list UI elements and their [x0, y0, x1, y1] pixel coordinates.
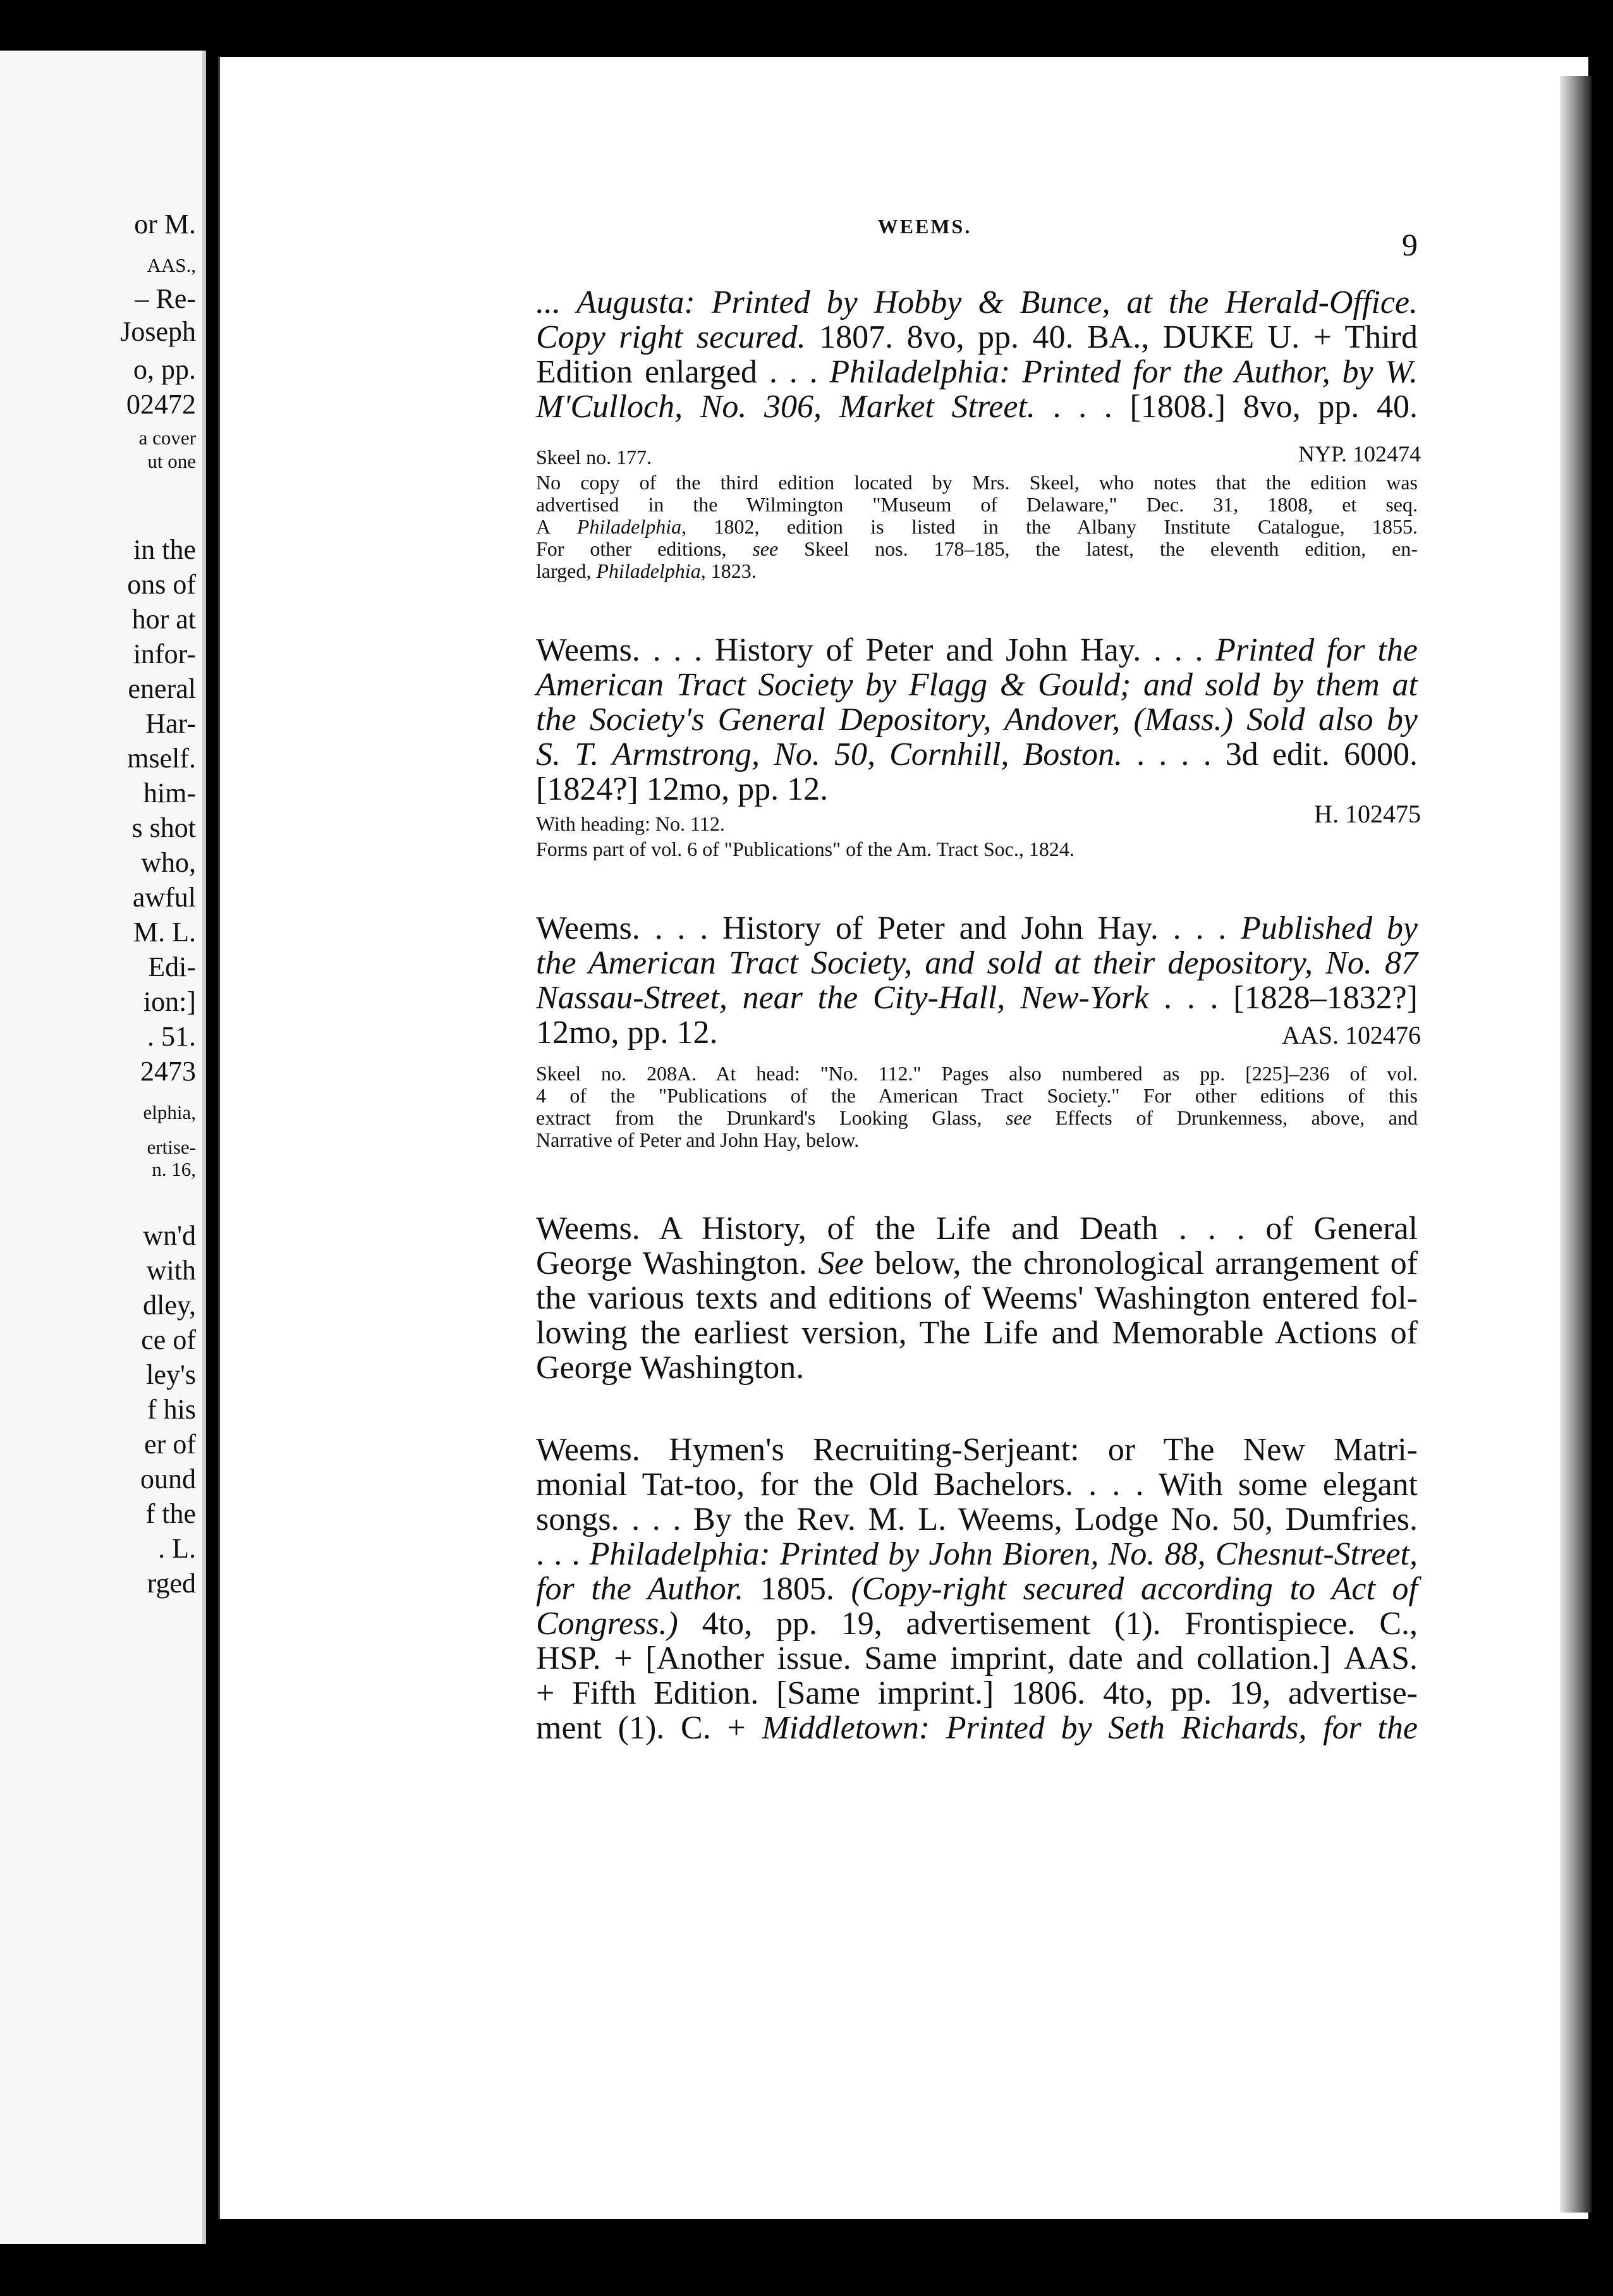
entry3-line2: the American Tract Society, and sold at their depository, No. 87 [536, 945, 1418, 981]
left-page-fragment: dley, [143, 1290, 196, 1321]
left-page-fragment: hor at [131, 604, 196, 635]
left-page-fragment: o, pp. [133, 354, 196, 385]
entry3-note1: Skeel no. 208A. At head: "No. 112." Pages also numbered as pp. [225]–236 of vol. [536, 1062, 1418, 1085]
left-page-fragment: rged [147, 1568, 196, 1599]
page-number: 9 [1402, 227, 1418, 262]
entry5-line7: HSP. + [Another issue. Same imprint, date and collation.] AAS. [536, 1640, 1418, 1676]
left-facing-page [0, 51, 206, 2244]
entry1-note1: No copy of the third edition located by Mrs. Skeel, who notes that the edition was [536, 471, 1418, 494]
page-edge-shadow [1560, 76, 1592, 2213]
left-page-fragment: n. 16, [152, 1158, 196, 1180]
entry5-line3: songs. . . . By the Rev. M. L. Weems, Lodge No. 50, Dumfries. [536, 1501, 1418, 1537]
entry4-line4: lowing the earliest version, The Life and Memorable Actions of [536, 1315, 1418, 1351]
entry4-line5: George Washington. [536, 1350, 805, 1386]
left-page-fragment: ce of [141, 1324, 196, 1355]
entry2-line4: S. T. Armstrong, No. 50, Cornhill, Boston. . . . . 3d edit. 6000. [536, 736, 1418, 772]
left-page-fragment: M. L. [133, 917, 196, 948]
left-page-fragment: 02472 [126, 389, 196, 420]
left-page-fragment: ion:] [143, 986, 196, 1017]
entry2-id: H. 102475 [1314, 800, 1421, 828]
entry3-note2: 4 of the "Publications of the American Tract Society." For other editions of this [536, 1084, 1418, 1107]
entry1-note3: A Philadelphia, 1802, edition is listed in the Albany Institute Catalogue, 1855. [536, 515, 1418, 538]
entry4-line3: the various texts and editions of Weems' Washington entered fol- [536, 1280, 1418, 1316]
entry1-id: NYP. 102474 [1298, 441, 1421, 467]
entry1-note5: larged, Philadelphia, 1823. [536, 559, 757, 582]
left-page-fragment: f his [147, 1394, 196, 1425]
right-page [218, 57, 1588, 2219]
left-page-fragment: ut one [147, 450, 196, 472]
left-page-fragment: Edi- [148, 951, 196, 982]
entry2-note1: With heading: No. 112. [536, 812, 725, 835]
left-page-fragment: – Re- [135, 283, 196, 314]
entry5-line9: ment (1). C. + Middletown: Printed by Seth Richards, for the [536, 1710, 1418, 1746]
running-head: WEEMS. [877, 215, 972, 238]
entry2-line2: American Tract Society by Flagg & Gould; and sold by them at [536, 667, 1418, 703]
entry2-line3: the Society's General Depository, Andover, (Mass.) Sold also by [536, 702, 1418, 738]
left-page-fragment: er of [144, 1429, 196, 1460]
entry5-line6: Congress.) 4to, pp. 19, advertisement (1). Frontispiece. C., [536, 1606, 1418, 1642]
left-page-fragment: 2473 [140, 1056, 196, 1087]
left-page-fragment: Joseph [120, 316, 196, 347]
left-page-fragment: ons of [127, 569, 196, 600]
entry1-skeel: Skeel no. 177. [536, 446, 652, 468]
entry5-line2: monial Tat-too, for the Old Bachelors. . . . With some elegant [536, 1467, 1418, 1503]
entry1-line4: M'Culloch, No. 306, Market Street. . . . [1808.] 8vo, pp. 40. [536, 389, 1418, 425]
left-page-fragment: ertise- [147, 1136, 196, 1158]
entry1-line1: ... Augusta: Printed by Hobby & Bunce, at the Herald-Office. [536, 284, 1418, 321]
entry3-line3: Nassau-Street, near the City-Hall, New-York . . . [1828–1832?] [536, 980, 1418, 1016]
left-page-fragment: infor- [133, 638, 196, 669]
entry3-id: AAS. 102476 [1281, 1021, 1421, 1049]
entry5-line5: for the Author. 1805. (Copy-right secured according to Act of [536, 1571, 1418, 1607]
left-page-fragment: him- [143, 778, 196, 809]
entry2-line5: [1824?] 12mo, pp. 12. [536, 771, 829, 807]
left-page-fragment: mself. [127, 743, 196, 774]
entry4-line1: Weems. A History, of the Life and Death . . . of General [536, 1211, 1418, 1247]
entry2-line1: Weems. . . . History of Peter and John Hay. . . . Printed for the [536, 632, 1418, 668]
left-page-fragment: awful [132, 882, 196, 913]
left-page-fragment: AAS., [147, 254, 196, 276]
left-page-fragment: f the [145, 1498, 196, 1529]
left-page-fragment: . L. [158, 1533, 196, 1564]
left-page-fragment: eneral [128, 673, 196, 704]
left-page-fragment: who, [141, 847, 196, 878]
left-page-fragment: elphia, [143, 1101, 196, 1123]
entry3-note4: Narrative of Peter and John Hay, below. [536, 1128, 860, 1151]
left-page-fragment: wn'd [143, 1220, 196, 1251]
left-page-fragment: s shot [131, 812, 196, 843]
entry5-line1: Weems. Hymen's Recruiting-Serjeant: or The New Matri- [536, 1432, 1418, 1468]
left-page-fragment: or M. [134, 209, 196, 240]
entry5-line4: . . . Philadelphia: Printed by John Bioren, No. 88, Chesnut-Street, [536, 1536, 1418, 1572]
entry3-note3: extract from the Drunkard's Looking Glass, see Effects of Drunkenness, above, and [536, 1106, 1418, 1129]
entry1-note4: For other editions, see Skeel nos. 178–185, the latest, the eleventh edition, en- [536, 537, 1418, 560]
entry1-line2: Copy right secured. 1807. 8vo, pp. 40. BA., DUKE U. + Third [536, 319, 1418, 355]
entry5-line8: + Fifth Edition. [Same imprint.] 1806. 4to, pp. 19, advertise- [536, 1675, 1418, 1711]
left-page-fragment: with [146, 1255, 196, 1286]
entry2-note2: Forms part of vol. 6 of "Publications" of the Am. Tract Soc., 1824. [536, 838, 1074, 860]
left-page-fragment: ley's [146, 1359, 196, 1390]
left-page-fragment: Har- [145, 708, 196, 739]
entry1-note2: advertised in the Wilmington "Museum of Delaware," Dec. 31, 1808, et seq. [536, 493, 1418, 516]
left-page-fragment: ound [140, 1463, 196, 1494]
entry4-line2: George Washington. See below, the chronological arrangement of [536, 1245, 1418, 1281]
entry1-line3: Edition enlarged . . . Philadelphia: Printed for the Author, by W. [536, 354, 1418, 390]
left-page-fragment: a cover [138, 427, 196, 449]
left-page-fragment: . 51. [147, 1021, 196, 1052]
entry3-line4: 12mo, pp. 12. [536, 1015, 718, 1051]
left-page-fragment: in the [133, 534, 196, 565]
entry3-line1: Weems. . . . History of Peter and John Hay. . . . Published by [536, 910, 1418, 946]
